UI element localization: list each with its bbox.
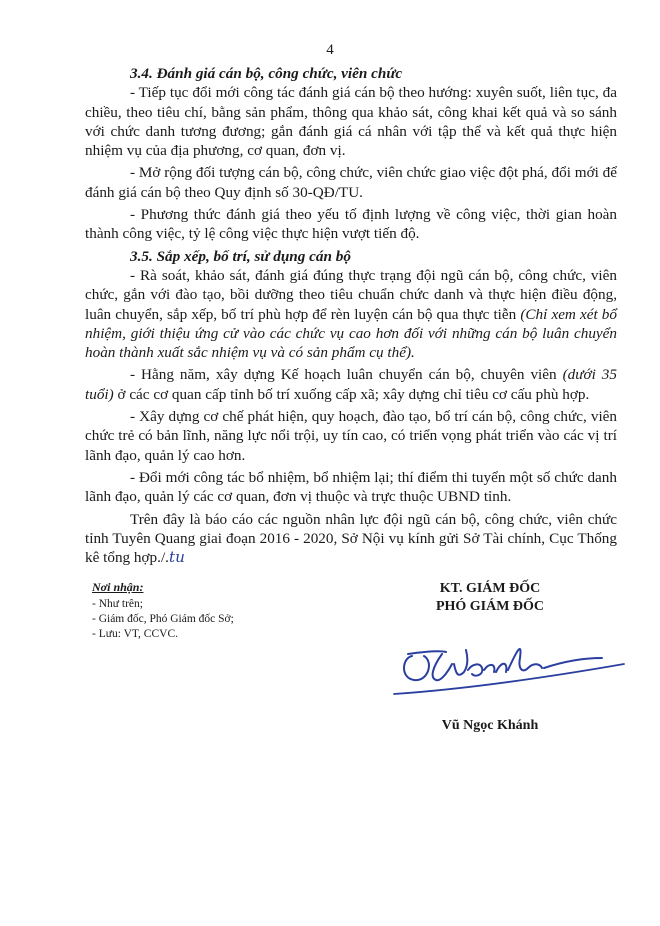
paragraph: - Xây dựng cơ chế phát hiện, quy hoạch, đào tạo, bố trí cán bộ, công chức, viên chức trẻ có bản lĩnh, năng lực nổi trội, uy tín cao, có triển vọng phát triển vào các vị trí lãnh đạo, quản lý cao hơn. [85, 408, 617, 464]
recipient-item: - Giám đốc, Phó Giám đốc Sở; [92, 613, 234, 625]
closing-paragraph [85, 510, 617, 568]
recipient-item: - Lưu: VT, CCVC. [92, 628, 178, 640]
paragraph-text: - Hằng năm, xây dựng Kế hoạch luân chuyển cán bộ, chuyên viên [130, 366, 563, 384]
paragraph: - Tiếp tục đổi mới công tác đánh giá cán bộ theo hướng: xuyên suốt, liên tục, đa chiều, theo tiêu chí, bằng sản phẩm, thông qua khảo sát, công khai kết quả và so sánh với chức danh tương đương; gắn đánh giá cá nhân với tập thể và kết quả thực hiện nhiệm vụ của địa phương, cơ quan, đơn vị. [85, 84, 617, 160]
paragraph: - Đổi mới công tác bổ nhiệm, bổ nhiệm lại; thí điểm thi tuyển một số chức danh lãnh đạo, quản lý các cơ quan, đơn vị thuộc và trực thuộc UBND tỉnh. [85, 468, 617, 506]
section-heading-3-4: 3.4. Đánh giá cán bộ, công chức, viên chức [130, 65, 403, 82]
paragraph: - Mở rộng đối tượng cán bộ, công chức, viên chức giao việc đột phá, đổi mới để đánh giá cán bộ theo Quy định số 30-QĐ/TU. [85, 164, 617, 201]
paragraph: - Phương thức đánh giá theo yếu tố định lượng về công việc, thời gian hoàn thành công việc, tỷ lệ công việc thực hiện vượt tiến độ. [85, 206, 617, 243]
recipients-block [92, 580, 332, 642]
paragraph [85, 365, 617, 404]
document-body [85, 64, 617, 570]
paragraph-text: ở các cơ quan cấp tỉnh bố trí xuống cấp xã; xây dựng chỉ tiêu cơ cấu phù hợp. [113, 385, 590, 403]
signer-title: KT. GIÁM ĐỐC [439, 581, 541, 596]
page-number: 4 [326, 42, 334, 58]
recipient-item: - Như trên; [92, 598, 143, 610]
paragraph-text: - Rà soát, khảo sát, đánh giá đúng thực trạng đội ngũ cán bộ, công chức, viên chức, gắn với đào tạo, bồi dưỡng theo tiêu chuẩn chức danh và thực hiện điều động, luân chuyển, sắp xếp, bố trí phù hợp để rèn luyện cán bộ qua thực tiễn [85, 266, 617, 323]
recipients-title: Nơi nhận: [92, 580, 144, 594]
closing-text: Trên đây là báo cáo các nguồn nhân lực đội ngũ cán bộ, công chức, viên chức tỉnh Tuyên Quang giai đoạn 2016 - 2020, Sở Nội vụ kính gửi Sở Tài chính, Cục Thống kê tổng hợp./. [85, 510, 617, 567]
signer-block [380, 580, 600, 616]
handwritten-signature [372, 628, 632, 706]
paragraph-note: (Chỉ xem xét bổ nhiệm, giới thiệu ứng cử vào các chức vụ cao hơn đối với những cán bộ luân chuyển hoàn thành xuất sắc nhiệm vụ và có sản phẩm cụ thể). [85, 305, 617, 362]
paragraph-note: (dưới 35 tuổi) [85, 366, 617, 403]
section-heading-3-5: 3.5. Sắp xếp, bố trí, sử dụng cán bộ [130, 247, 351, 265]
signer-position: PHÓ GIÁM ĐỐC [435, 599, 545, 614]
paragraph [85, 266, 617, 362]
initials-mark: tu [168, 548, 185, 567]
signer-name: Vũ Ngọc Khánh [441, 718, 539, 733]
